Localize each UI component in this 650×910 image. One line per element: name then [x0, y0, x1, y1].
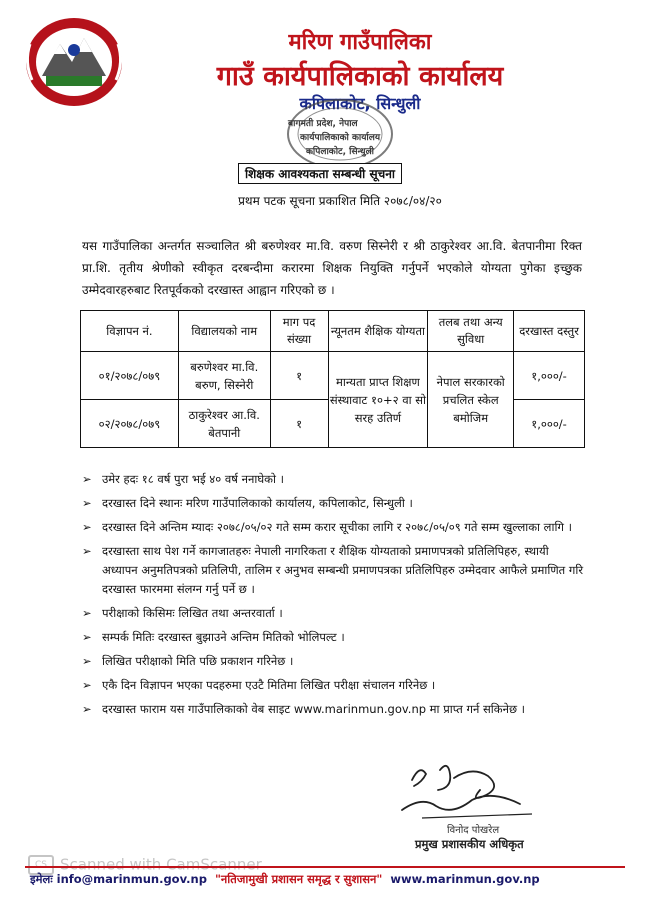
list-item-text: दरखास्त दिने अन्तिम म्यादः २०७८/०५/०२ गते सम्म करार सूचीका लागि र २०७८/०५/०९ गते सम्म खुल्लाका लागि ।: [102, 520, 572, 534]
list-item-text: दरखास्ता साथ पेश गर्ने कागजातहरुः नेपाली नागरिकता र शैक्षिक योग्यताको प्रमाणपत्रको प्रतिलिपिहरु, स्थायी अध्यापन अनुमतिपत्रको प्रतिलिपी, तालिम र अनुभव सम्बन्धी प्रमाणपत्रका प्रतिलिपिहरु उम्मेदवार आफैले प्रमाणित गरि दरखास्त फारममा संलग्न गर्नु पर्ने छ ।: [102, 544, 584, 596]
arrow-bullet-icon: ➢: [82, 678, 92, 692]
cell-school: ठाकुरेश्वर आ.वि. बेतपानी: [178, 400, 270, 448]
list-item: [82, 604, 587, 623]
office-name: गाउँ कार्यपालिकाको कार्यालय: [216, 61, 504, 92]
list-item-text: परीक्षाको किसिमः लिखित तथा अन्तरवार्ता ।: [102, 606, 283, 620]
list-item: [82, 700, 587, 719]
arrow-bullet-icon: ➢: [82, 654, 92, 668]
arrow-bullet-icon: ➢: [82, 472, 92, 486]
arrow-bullet-icon: ➢: [82, 606, 92, 620]
cell-ad-no: ०१/२०७८/०७९: [81, 352, 179, 400]
col-header-salary: तलब तथा अन्य सुविधा: [428, 311, 514, 352]
footer-divider: [25, 866, 625, 868]
emblem-logo: [22, 14, 126, 110]
list-item-text: लिखित परीक्षाको मिति पछि प्रकाशन गरिनेछ ।: [102, 654, 294, 668]
cell-posts: १: [270, 352, 328, 400]
list-item-text: दरखास्त दिने स्थानः मरिण गाउँपालिकाको कार्यालय, कपिलाकोट, सिन्धुली ।: [102, 496, 413, 510]
publish-date: प्रथम पटक सूचना प्रकाशित मिति २०७८/०४/२०: [238, 194, 442, 208]
camscanner-icon: CS: [28, 855, 54, 875]
list-item-text: उमेर हदः १८ वर्ष पुरा भई ४० वर्ष ननाघेको ।: [102, 472, 284, 486]
footer-email: इमेलः info@marinmun.gov.np: [30, 872, 207, 886]
table-row: [81, 352, 585, 400]
col-header-ad-no: विज्ञापन नं.: [81, 311, 179, 352]
list-item: [82, 542, 587, 599]
arrow-bullet-icon: ➢: [82, 520, 92, 534]
footer: [30, 872, 630, 887]
list-item: [82, 628, 587, 647]
cell-fee: १,०००/-: [514, 352, 585, 400]
conditions-list: [82, 470, 587, 724]
stamp-text-2: कार्यपालिकाको कार्यालय: [300, 133, 381, 143]
list-item: [82, 652, 587, 671]
footer-slogan: "नतिजामुखी प्रशासन समृद्ध र सुशासन": [214, 872, 383, 886]
list-item-text: सम्पर्क मितिः दरखास्त बुझाउने अन्तिम मितिको भोलिपल्ट ।: [102, 630, 345, 644]
municipality-name: मरिण गाउँपालिका: [288, 30, 432, 55]
list-item: [82, 518, 587, 537]
stamp-text-3: कपिलाकोट, सिन्धुली: [306, 147, 374, 157]
list-item: [82, 470, 587, 489]
arrow-bullet-icon: ➢: [82, 702, 92, 716]
list-item-text: एकै दिन विज्ञापन भएका पदहरुमा एउटै मितिमा लिखित परीक्षा संचालन गरिनेछ ।: [102, 678, 436, 692]
cell-school: बरुणेश्वर मा.वि. बरुण, सिस्नेरी: [178, 352, 270, 400]
vacancy-table: [80, 310, 585, 448]
watermark-text: Scanned with CamScanner: [60, 855, 262, 874]
col-header-school: विद्यालयको नाम: [178, 311, 270, 352]
col-header-posts: माग पद संख्या: [270, 311, 328, 352]
signatory-title: प्रमुख प्रशासकीय अधिकृत: [415, 837, 524, 851]
col-header-fee: दरखास्त दस्तुर: [514, 311, 585, 352]
cell-fee: १,०००/-: [514, 400, 585, 448]
signatory-name: विनोद पोखरेल: [447, 825, 500, 836]
arrow-bullet-icon: ➢: [82, 496, 92, 510]
list-item: [82, 676, 587, 695]
stamp-text-1: बागमती प्रदेश, नेपाल: [288, 119, 358, 129]
arrow-bullet-icon: ➢: [82, 630, 92, 644]
notice-intro: यस गाउँपालिका अन्तर्गत सञ्चालित श्री बरुणेश्वर मा.वि. वरुण सिस्नेरी र श्री ठाकुरेश्वर आ.वि. बेतपानीमा रिक्त प्रा.शि. तृतीय श्रेणीको स्वीकृत दरबन्दीमा करारमा शिक्षक नियुक्ति गर्नुपर्ने भएकोले योग्यता पुगेका इच्छुक उम्मेदवारहरुबाट रितपूर्वकको दरखास्त आह्वान गरिएको छ ।: [82, 239, 582, 297]
cell-salary: नेपाल सरकारको प्रचलित स्केल बमोजिम: [428, 352, 514, 448]
list-item-text: दरखास्त फाराम यस गाउँपालिकाको वेब साइट www.marinmun.gov.np मा प्राप्त गर्न सकिनेछ ।: [102, 702, 526, 716]
col-header-qualification: न्यूनतम शैक्षिक योग्यता: [328, 311, 428, 352]
list-item: [82, 494, 587, 513]
table-header-row: [81, 311, 585, 352]
arrow-bullet-icon: ➢: [82, 544, 92, 558]
cell-ad-no: ०२/२०७८/०७९: [81, 400, 179, 448]
footer-website: www.marinmun.gov.np: [390, 872, 540, 886]
office-address: कपिलाकोट, सिन्धुली: [299, 94, 421, 113]
notice-subject: शिक्षक आवश्यकता सम्बन्धी सूचना: [238, 163, 402, 184]
cell-qualification: मान्यता प्राप्त शिक्षण संस्थावाट १०+२ वा सो सरह उतिर्ण: [328, 352, 428, 448]
signature-image: [392, 760, 542, 826]
cell-posts: १: [270, 400, 328, 448]
